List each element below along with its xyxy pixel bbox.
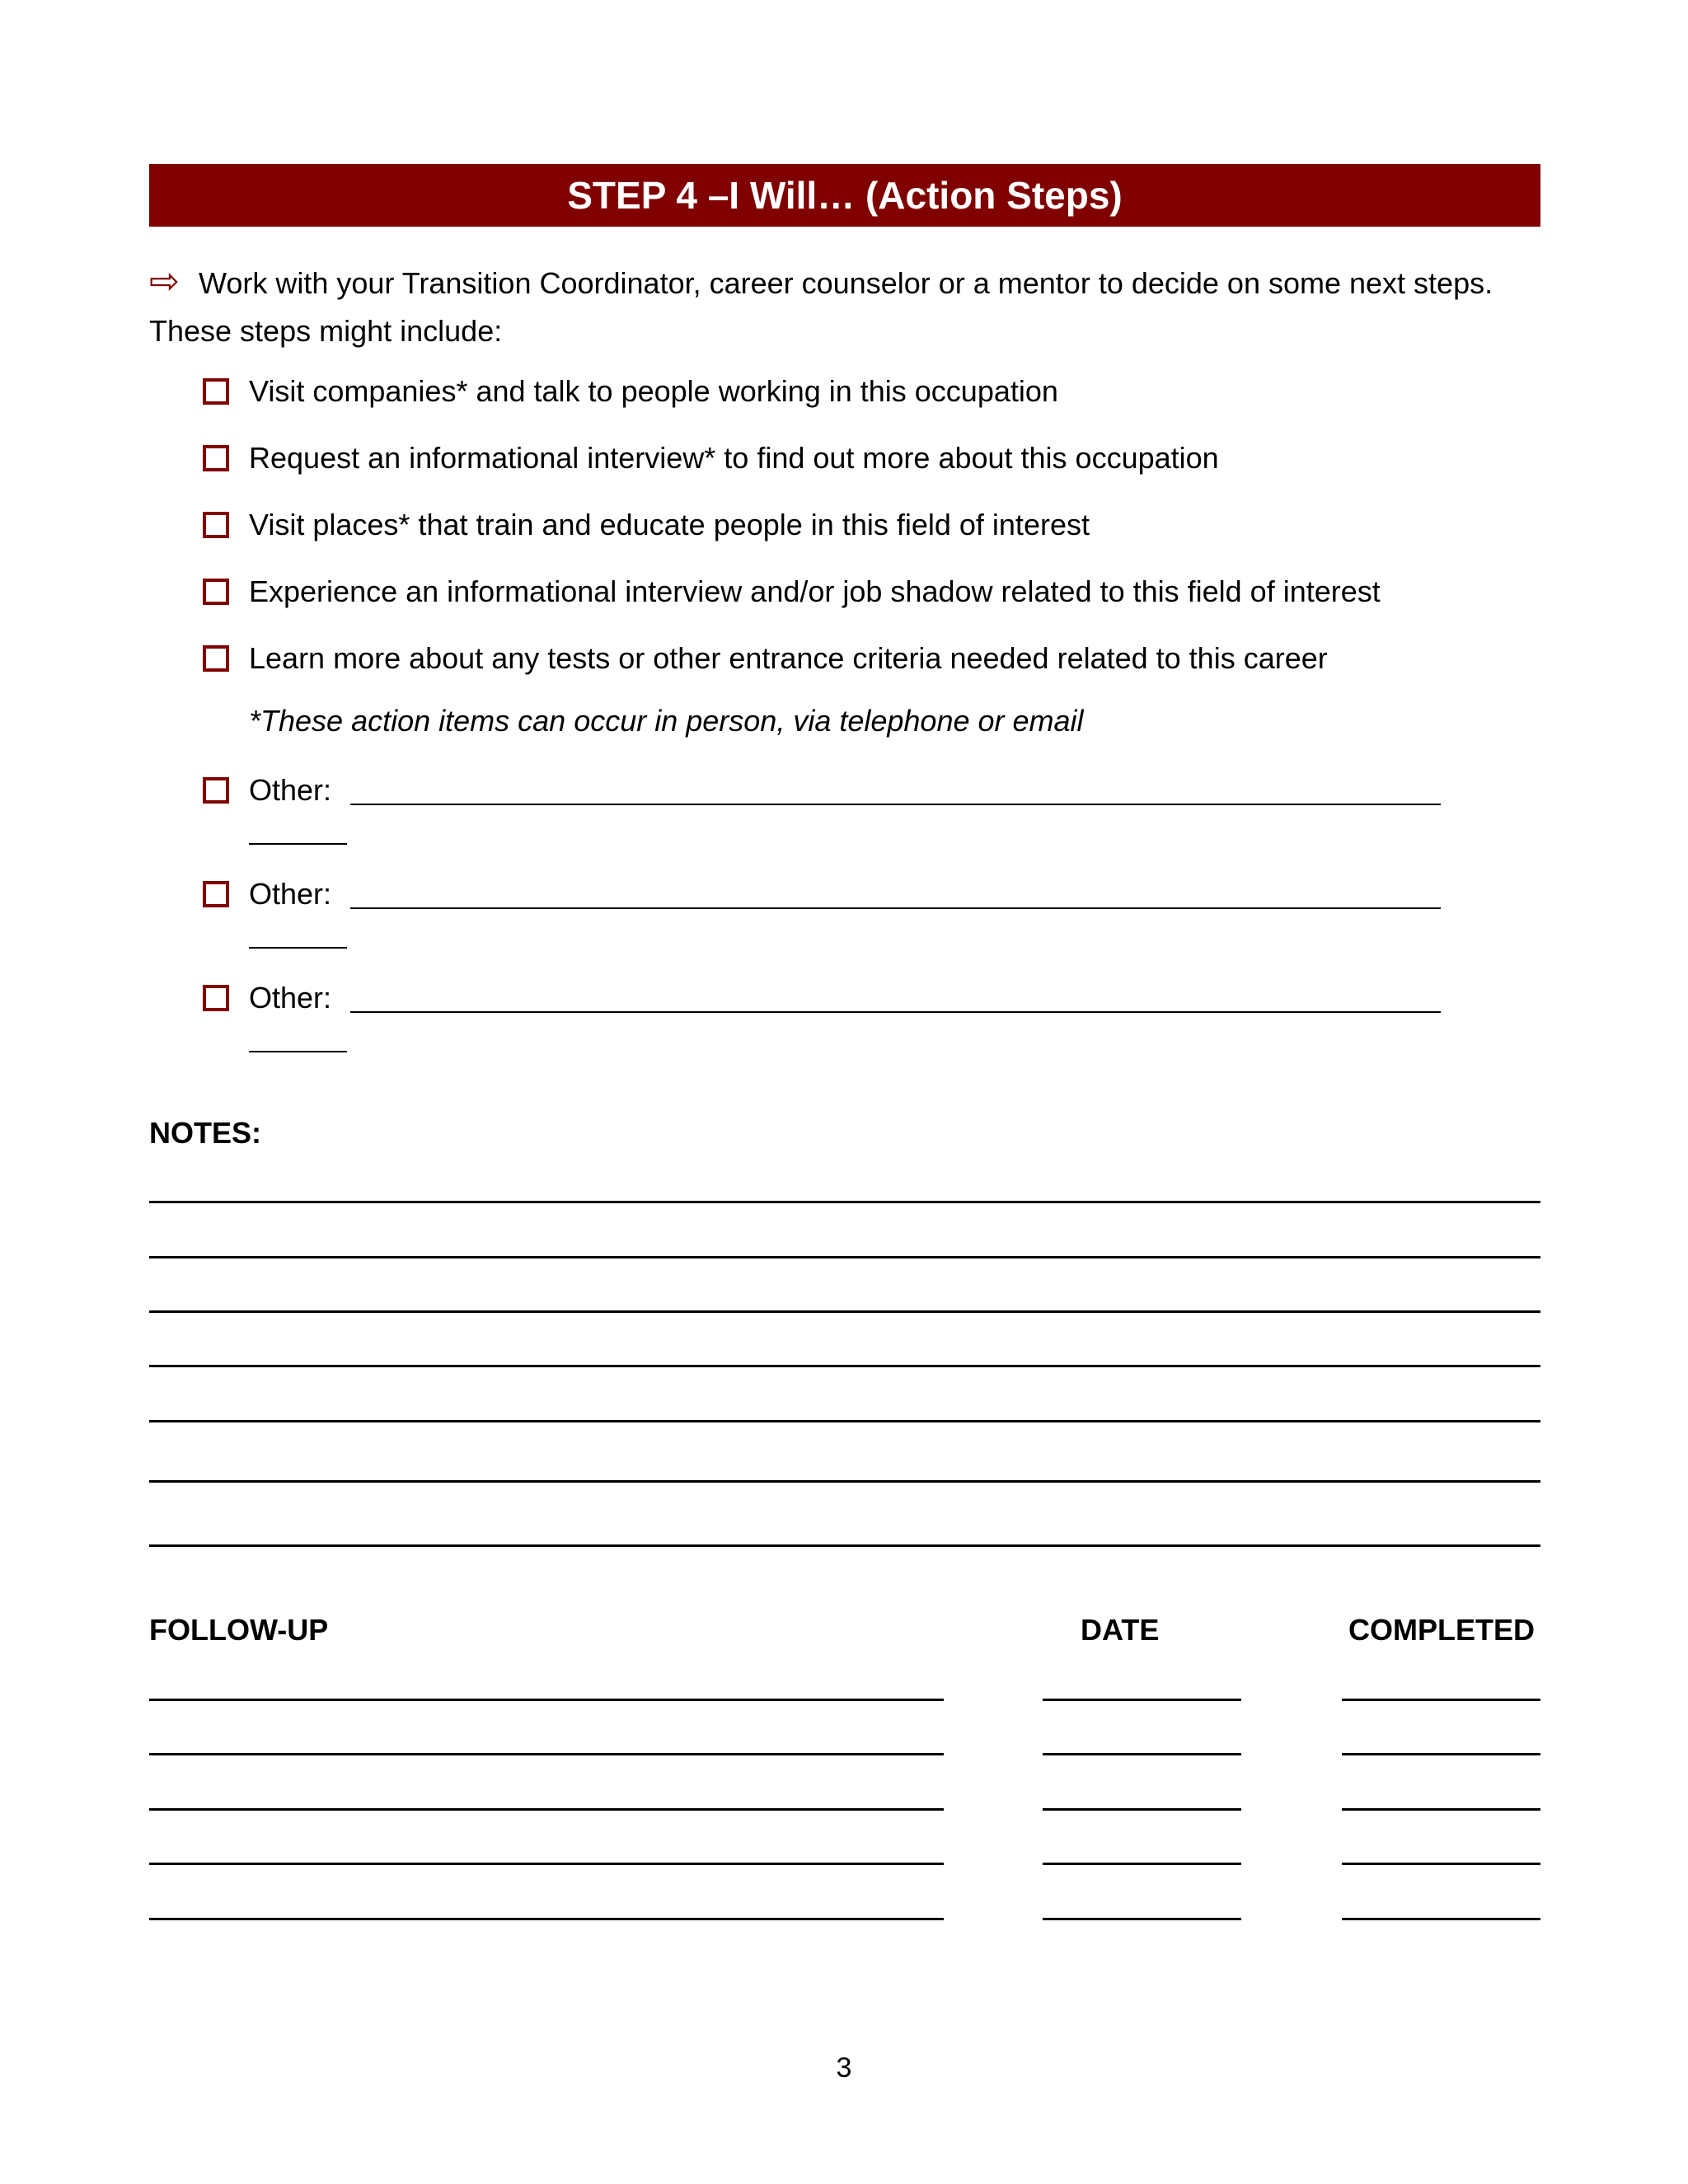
notes-line[interactable] (149, 1256, 1540, 1258)
action-item-label: Learn more about any tests or other entrance criteria needed related to this career (249, 641, 1328, 675)
notes-line[interactable] (149, 1544, 1540, 1547)
completed-line[interactable] (1342, 1699, 1540, 1701)
page-number: 3 (836, 2052, 852, 2083)
checkbox[interactable] (203, 985, 229, 1011)
checkbox[interactable] (203, 881, 229, 907)
other-label: Other: (249, 773, 332, 807)
footnote: *These action items can occur in person, via telephone or email (249, 704, 1084, 738)
other-input-line-continued[interactable] (249, 947, 347, 949)
completed-line[interactable] (1342, 1753, 1540, 1755)
checkbox[interactable] (203, 512, 229, 538)
action-item (203, 640, 1328, 677)
notes-line[interactable] (149, 1201, 1540, 1203)
action-item-label: Request an informational interview* to find out more about this occupation (249, 441, 1219, 475)
other-item (203, 980, 331, 1016)
completed-heading: COMPLETED (1348, 1613, 1536, 1647)
notes-heading: NOTES: (149, 1116, 262, 1150)
other-item (203, 772, 331, 808)
date-line[interactable] (1043, 1699, 1241, 1701)
followup-line[interactable] (149, 1808, 944, 1811)
notes-line[interactable] (149, 1310, 1540, 1313)
date-line[interactable] (1043, 1863, 1241, 1865)
other-input-line[interactable] (350, 804, 1441, 805)
other-input-line-continued[interactable] (249, 843, 347, 845)
date-line[interactable] (1043, 1918, 1241, 1920)
date-line[interactable] (1043, 1808, 1241, 1811)
arrow-right-icon: ⇨ (149, 261, 180, 302)
completed-line[interactable] (1342, 1808, 1540, 1811)
checkbox[interactable] (203, 445, 229, 471)
date-line[interactable] (1043, 1753, 1241, 1755)
completed-line[interactable] (1342, 1918, 1540, 1920)
action-item-label: Experience an informational interview and/or job shadow related to this field of interest (249, 574, 1381, 608)
action-item (203, 574, 1381, 610)
followup-line[interactable] (149, 1753, 944, 1755)
checkbox[interactable] (203, 777, 229, 804)
intro-paragraph (149, 258, 1550, 355)
checkbox[interactable] (203, 645, 229, 672)
other-label: Other: (249, 877, 332, 911)
intro-text: Work with your Transition Coordinator, career counselor or a mentor to decide on some next steps. These steps might include: (149, 266, 1493, 348)
followup-line[interactable] (149, 1699, 944, 1701)
step-banner (149, 164, 1540, 227)
action-item (203, 440, 1219, 476)
notes-line[interactable] (149, 1365, 1540, 1367)
other-item (203, 876, 331, 912)
notes-line[interactable] (149, 1480, 1540, 1483)
completed-line[interactable] (1342, 1863, 1540, 1865)
checkbox[interactable] (203, 378, 229, 405)
followup-line[interactable] (149, 1918, 944, 1920)
other-label: Other: (249, 981, 332, 1015)
checkbox[interactable] (203, 579, 229, 605)
banner-title: STEP 4 –I Will… (Action Steps) (567, 174, 1123, 217)
other-input-line[interactable] (350, 1011, 1441, 1013)
other-input-line[interactable] (350, 907, 1441, 909)
action-item (203, 507, 1090, 543)
other-input-line-continued[interactable] (249, 1051, 347, 1052)
notes-line[interactable] (149, 1420, 1540, 1422)
followup-heading: FOLLOW-UP (149, 1613, 329, 1647)
action-item-label: Visit companies* and talk to people working in this occupation (249, 374, 1058, 408)
followup-line[interactable] (149, 1863, 944, 1865)
action-item-label: Visit places* that train and educate people in this field of interest (249, 508, 1090, 541)
action-item (203, 373, 1058, 410)
date-heading: DATE (1081, 1613, 1160, 1647)
